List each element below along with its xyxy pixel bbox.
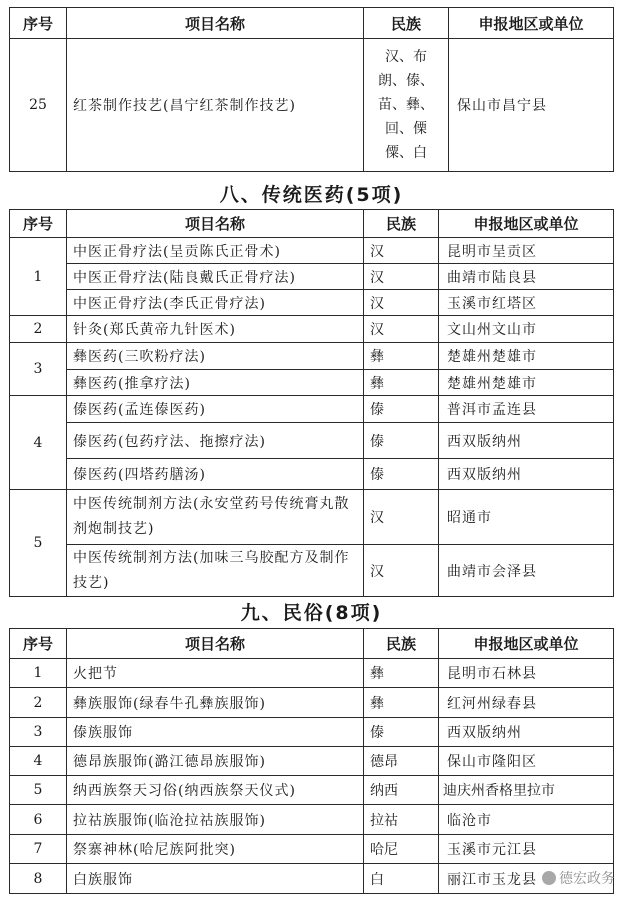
row-ethnic: 傣: [364, 396, 439, 423]
row-name: 中医正骨疗法(陆良戴氏正骨疗法): [67, 264, 364, 290]
table-row: [10, 343, 614, 370]
table-header-row: [10, 8, 614, 39]
table-row: [10, 776, 614, 805]
row-name: 祭寨神林(哈尼族阿批突): [67, 835, 364, 864]
row-region: 楚雄州楚雄市: [439, 370, 614, 396]
row-no: 6: [10, 805, 67, 835]
table-row: [10, 718, 614, 747]
row-ethnic: 彝: [364, 659, 439, 688]
row-region: 迪庆州香格里拉市: [439, 776, 614, 805]
row-region: 红河州绿春县: [439, 688, 614, 718]
row-name: 傣族服饰: [67, 718, 364, 747]
row-region: 曲靖市会泽县: [439, 545, 614, 597]
header-ethnic: 民族: [364, 629, 439, 659]
ethnic-line: 朗、傣、: [378, 73, 434, 89]
row-region: 丽江市玉龙县: [439, 864, 614, 894]
row-no: 4: [10, 747, 67, 776]
row-ethnic: 彝: [364, 688, 439, 718]
table-row: [10, 370, 614, 396]
table-row: [10, 490, 614, 545]
row-ethnic: [364, 39, 449, 172]
row-no: 5: [10, 776, 67, 805]
row-region: 西双版纳州: [439, 423, 614, 459]
row-region: 楚雄州楚雄市: [439, 343, 614, 370]
row-ethnic: 彝: [364, 370, 439, 396]
row-region: 西双版纳州: [439, 459, 614, 490]
row-ethnic: 汉: [364, 545, 439, 597]
ethnic-line: 苗、彝、: [378, 97, 434, 113]
table-row: [10, 316, 614, 343]
row-no: 4: [10, 396, 67, 490]
header-ethnic: 民族: [364, 8, 449, 39]
row-ethnic: 德昂: [364, 747, 439, 776]
row-ethnic: 汉: [364, 238, 439, 264]
row-no: 2: [10, 316, 67, 343]
table-row: [10, 396, 614, 423]
row-name: 拉祜族服饰(临沧拉祜族服饰): [67, 805, 364, 835]
row-no: 7: [10, 835, 67, 864]
section-9-title: 九、民俗(8项): [240, 602, 383, 624]
row-no: 1: [10, 659, 67, 688]
table-row: [10, 659, 614, 688]
row-region: 昭通市: [439, 490, 614, 545]
row-no: 2: [10, 688, 67, 718]
row-ethnic: 傣: [364, 423, 439, 459]
watermark-text: 德宏政务: [559, 871, 615, 887]
table-row: [10, 747, 614, 776]
header-name: 项目名称: [67, 8, 364, 39]
header-name: 项目名称: [67, 210, 364, 238]
row-name: 中医正骨疗法(李氏正骨疗法): [67, 290, 364, 316]
header-region: 申报地区或单位: [439, 210, 614, 238]
row-ethnic: 汉: [364, 290, 439, 316]
row-region: 临沧市: [439, 805, 614, 835]
table-row: [10, 423, 614, 459]
table-continuation: [9, 7, 614, 172]
row-name: 火把节: [67, 659, 364, 688]
header-region: 申报地区或单位: [449, 8, 614, 39]
row-no: 3: [10, 343, 67, 396]
row-name: 中医传统制剂方法(加味三乌胶配方及制作技艺): [67, 545, 364, 597]
table-row: [10, 688, 614, 718]
table-row: [10, 864, 614, 894]
row-name: 白族服饰: [67, 864, 364, 894]
section-8-title: 八、传统医药(5项): [219, 184, 404, 206]
ethnic-line: 回、傈: [385, 121, 427, 137]
wechat-logo-icon: [542, 871, 556, 885]
ethnic-line: 僳、白: [385, 145, 427, 161]
table-header-row: [10, 210, 614, 238]
header-no: 序号: [10, 210, 67, 238]
table-row: [10, 238, 614, 264]
row-name: 彝医药(推拿疗法): [67, 370, 364, 396]
row-ethnic: 纳西: [364, 776, 439, 805]
row-ethnic: 汉: [364, 264, 439, 290]
row-ethnic: 彝: [364, 343, 439, 370]
header-region: 申报地区或单位: [439, 629, 614, 659]
row-no: 1: [10, 238, 67, 316]
row-name: 彝医药(三吹粉疗法): [67, 343, 364, 370]
header-no: 序号: [10, 8, 67, 39]
row-ethnic: 汉: [364, 490, 439, 545]
row-name: 傣医药(包药疗法、拖擦疗法): [67, 423, 364, 459]
row-name: 傣医药(四塔药膳汤): [67, 459, 364, 490]
row-name: 中医传统制剂方法(永安堂药号传统膏丸散剂炮制技艺): [67, 490, 364, 545]
row-region: 玉溪市元江县: [439, 835, 614, 864]
row-name: 德昂族服饰(潞江德昂族服饰): [67, 747, 364, 776]
row-no: 25: [10, 39, 67, 172]
table-folk-customs: [9, 628, 614, 894]
row-name: 彝族服饰(绿春牛孔彝族服饰): [67, 688, 364, 718]
table-row: [10, 290, 614, 316]
row-region: 曲靖市陆良县: [439, 264, 614, 290]
row-ethnic: 白: [364, 864, 439, 894]
row-region: 普洱市孟连县: [439, 396, 614, 423]
row-no: 3: [10, 718, 67, 747]
table-row: [10, 835, 614, 864]
table-row: [10, 805, 614, 835]
row-no: 8: [10, 864, 67, 894]
row-region: 西双版纳州: [439, 718, 614, 747]
row-region: 保山市昌宁县: [449, 39, 614, 172]
row-region: 昆明市石林县: [439, 659, 614, 688]
row-name: 红茶制作技艺(昌宁红茶制作技艺): [67, 39, 364, 172]
ethnic-line: 汉、布: [385, 49, 427, 65]
table-row: [10, 459, 614, 490]
row-region: 文山州文山市: [439, 316, 614, 343]
row-region: 保山市隆阳区: [439, 747, 614, 776]
header-no: 序号: [10, 629, 67, 659]
table-row: [10, 545, 614, 597]
row-name: 针灸(郑氏黄帝九针医术): [67, 316, 364, 343]
watermark: [542, 868, 615, 888]
row-ethnic: 拉祜: [364, 805, 439, 835]
row-ethnic: 傣: [364, 718, 439, 747]
header-name: 项目名称: [67, 629, 364, 659]
row-name: 中医正骨疗法(呈贡陈氏正骨术): [67, 238, 364, 264]
table-header-row: [10, 629, 614, 659]
row-ethnic: 傣: [364, 459, 439, 490]
row-ethnic: 哈尼: [364, 835, 439, 864]
row-name: 纳西族祭天习俗(纳西族祭天仪式): [67, 776, 364, 805]
row-ethnic: 汉: [364, 316, 439, 343]
row-no: 5: [10, 490, 67, 597]
table-traditional-medicine: [9, 209, 614, 597]
row-region: 玉溪市红塔区: [439, 290, 614, 316]
row-region: 昆明市呈贡区: [439, 238, 614, 264]
table-row: [10, 264, 614, 290]
row-name: 傣医药(孟连傣医药): [67, 396, 364, 423]
header-ethnic: 民族: [364, 210, 439, 238]
table-row: [10, 39, 614, 172]
